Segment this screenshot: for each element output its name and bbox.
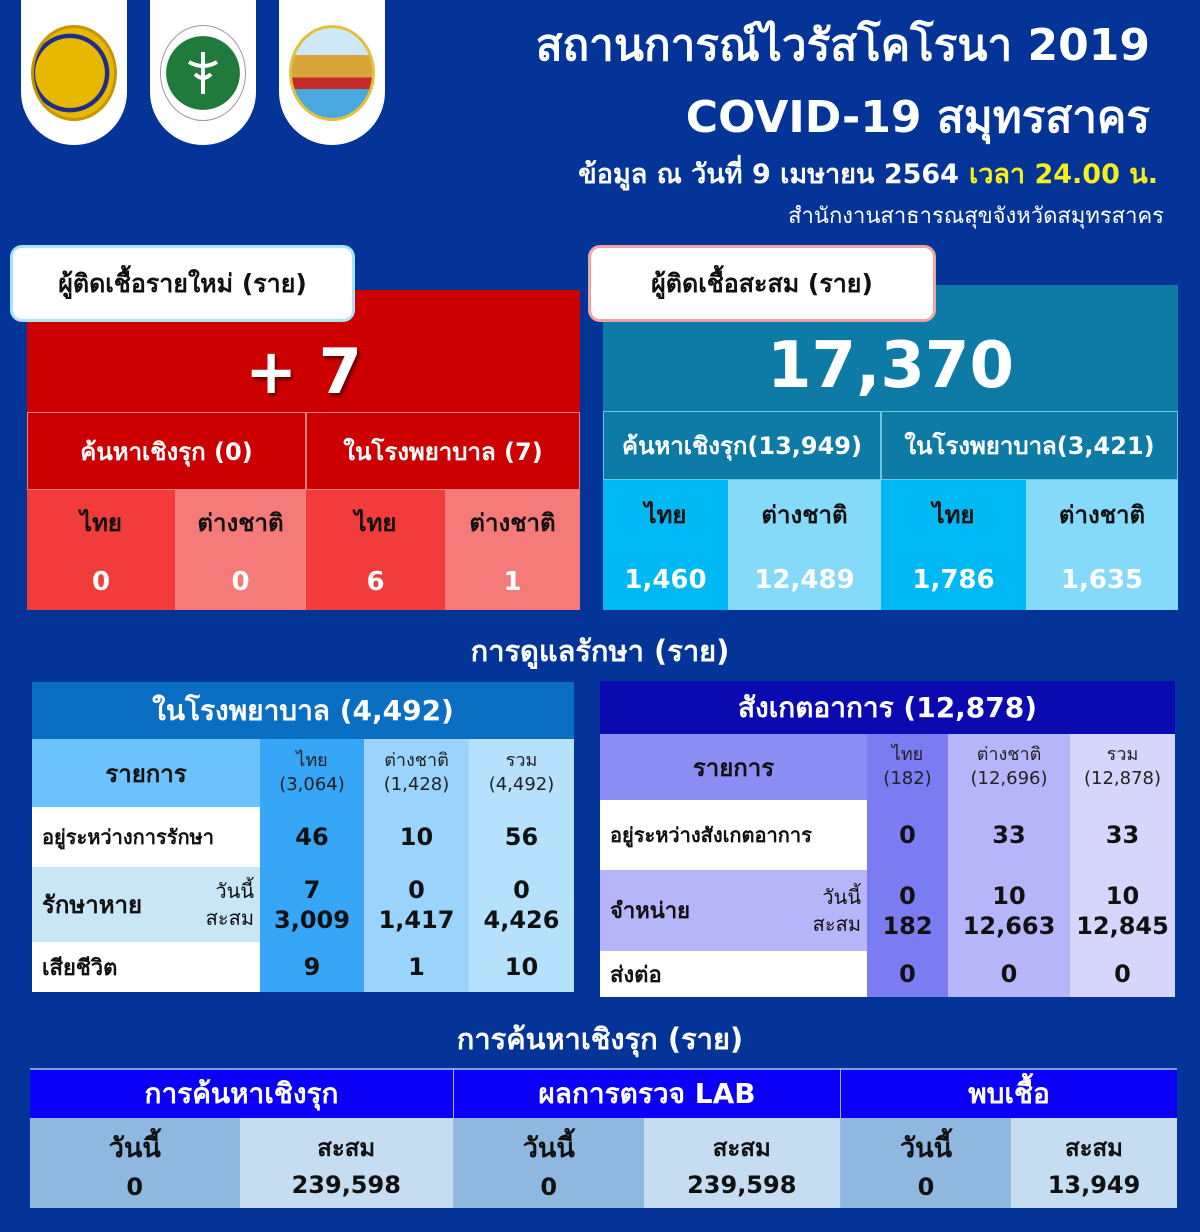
search-group-lab-title: ผลการตรวจ LAB [454, 1068, 840, 1118]
logo-interior [21, 0, 127, 145]
hospital-recovered-total: 0 4,426 [469, 867, 574, 942]
cumulative-active-search-header: ค้นหาเชิงรุก(13,949) [603, 411, 881, 480]
search-proactive-cumulative: สะสม 239,598 [240, 1118, 454, 1208]
cumulative-panel [603, 285, 1178, 610]
observation-col-item: รายการ [600, 734, 867, 800]
cumulative-total: 17,370 [767, 329, 1014, 403]
hospital-recovered-foreign: 0 1,417 [364, 867, 469, 942]
new-cases-total: + 7 [245, 335, 362, 408]
search-proactive-today: วันนี้ 0 [30, 1118, 240, 1208]
hospital-treating-total: 56 [469, 807, 574, 867]
hospital-row-deaths-label: เสียชีวิต [32, 942, 260, 992]
treatment-section-title: การดูแลรักษา (ราย) [470, 634, 730, 668]
agency-name: สำนักงานสาธารณสุขจังหวัดสมุทรสาคร [788, 204, 1164, 229]
date-text: ข้อมูล ณ วันที่ 9 เมษายน 2564 [578, 159, 959, 190]
observation-discharged-thai: 0 182 [867, 870, 948, 951]
hospital-table-title: ในโรงพยาบาล (4,492) [32, 682, 574, 739]
observation-table [600, 681, 1175, 997]
page-title: สถานการณ์ไวรัสโคโรนา 2019 [535, 20, 1150, 71]
observation-discharged-foreign: 10 12,663 [948, 870, 1070, 951]
new-cases-hospital-foreign: ต่างชาติ 1 [445, 490, 580, 610]
observation-col-thai: ไทย (182) [867, 734, 948, 800]
observation-observing-foreign: 33 [948, 800, 1070, 870]
hospital-deaths-foreign: 1 [364, 942, 469, 992]
hospital-treating-foreign: 10 [364, 807, 469, 867]
new-cases-search-thai: ไทย 0 [27, 490, 175, 610]
hospital-deaths-total: 10 [469, 942, 574, 992]
observation-observing-total: 33 [1070, 800, 1175, 870]
search-lab-cumulative: สะสม 239,598 [644, 1118, 840, 1208]
hospital-col-foreign: ต่างชาติ (1,428) [364, 739, 469, 807]
observation-table-title: สังเกตอาการ (12,878) [600, 681, 1175, 734]
observation-col-foreign: ต่างชาติ (12,696) [948, 734, 1070, 800]
observation-row-referred-label: ส่งต่อ [600, 951, 867, 997]
observation-referred-foreign: 0 [948, 951, 1070, 997]
hospital-col-thai: ไทย (3,064) [260, 739, 364, 807]
date-line [578, 152, 1158, 195]
new-cases-hospital-header: ในโรงพยาบาล (7) [306, 412, 580, 490]
new-cases-search-foreign: ต่างชาติ 0 [175, 490, 306, 610]
search-lab-today: วันนี้ 0 [454, 1118, 644, 1208]
new-cases-panel [27, 290, 580, 610]
page-subtitle: COVID-19 สมุทรสาคร [685, 92, 1150, 143]
search-group-positive-title: พบเชื้อ [841, 1068, 1177, 1118]
hospital-recovered-thai: 7 3,009 [260, 867, 364, 942]
hospital-treating-thai: 46 [260, 807, 364, 867]
cumulative-search-thai: ไทย 1,460 [603, 480, 728, 610]
observation-row-discharged-label: จำหน่าย วันนี้ สะสม [600, 870, 867, 951]
observation-observing-thai: 0 [867, 800, 948, 870]
observation-referred-thai: 0 [867, 951, 948, 997]
logo-samut-sakhon [279, 0, 385, 145]
hospital-deaths-thai: 9 [260, 942, 364, 992]
hospital-row-treating-label: อยู่ระหว่างการรักษา [32, 807, 260, 867]
hospital-table [32, 682, 574, 992]
cumulative-hospital-foreign: ต่างชาติ 1,635 [1026, 480, 1178, 610]
search-group-lab [454, 1068, 841, 1208]
observation-row-observing-label: อยู่ระหว่างสังเกตอาการ [600, 800, 867, 870]
ministry-public-health-emblem-icon [160, 25, 246, 121]
search-positive-cumulative: สะสม 13,949 [1011, 1118, 1177, 1208]
observation-discharged-total: 10 12,845 [1070, 870, 1175, 951]
active-search-table [30, 1068, 1177, 1208]
samut-sakhon-province-emblem-icon [289, 25, 375, 121]
observation-referred-total: 0 [1070, 951, 1175, 997]
new-cases-hospital-thai: ไทย 6 [306, 490, 445, 610]
cumulative-search-foreign: ต่างชาติ 12,489 [728, 480, 881, 610]
cumulative-hospital-header: ในโรงพยาบาล(3,421) [881, 411, 1178, 480]
ministry-interior-emblem-icon [31, 25, 117, 121]
hospital-col-item: รายการ [32, 739, 260, 807]
cumulative-hospital-thai: ไทย 1,786 [881, 480, 1026, 610]
search-group-positive [841, 1068, 1177, 1208]
search-group-proactive [30, 1068, 454, 1208]
logo-public-health [150, 0, 256, 145]
new-cases-tag: ผู้ติดเชื้อรายใหม่ (ราย) [10, 245, 355, 322]
observation-col-total: รวม (12,878) [1070, 734, 1175, 800]
hospital-col-total: รวม (4,492) [469, 739, 574, 807]
search-group-proactive-title: การค้นหาเชิงรุก [30, 1068, 453, 1118]
time-text: เวลา 24.00 น. [968, 159, 1158, 190]
hospital-row-recovered-label: รักษาหาย วันนี้ สะสม [32, 867, 260, 942]
new-cases-active-search-header: ค้นหาเชิงรุก (0) [27, 412, 306, 490]
active-search-section-title: การค้นหาเชิงรุก (ราย) [456, 1022, 744, 1056]
search-positive-today: วันนี้ 0 [841, 1118, 1011, 1208]
cumulative-tag: ผู้ติดเชื้อสะสม (ราย) [588, 245, 936, 322]
